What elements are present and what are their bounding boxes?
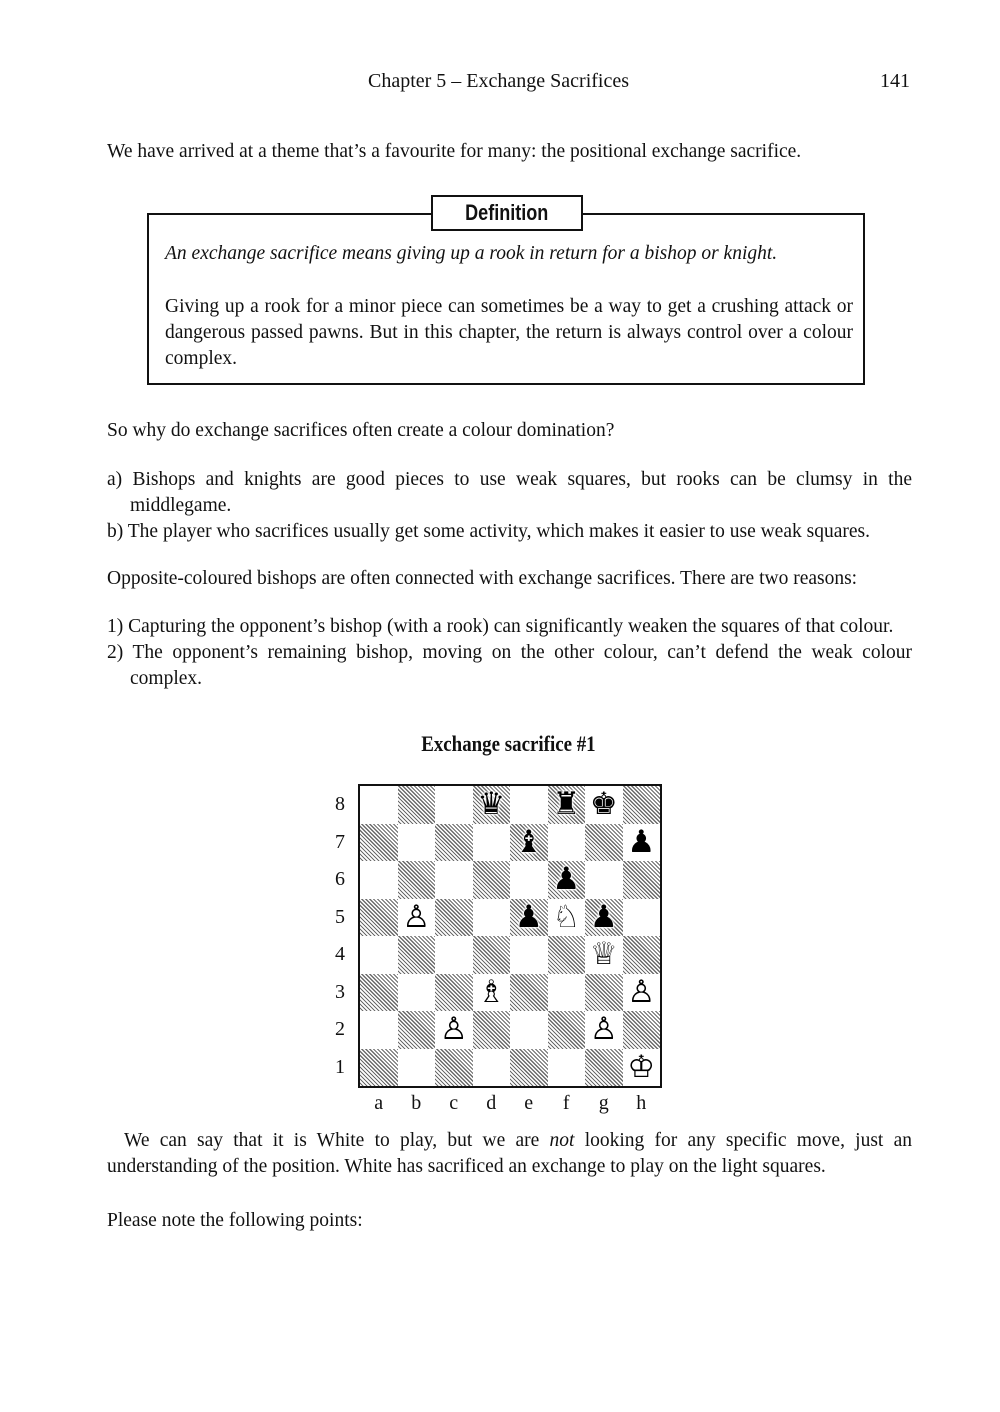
square-d2: [473, 1011, 511, 1049]
square-a7: [360, 824, 398, 862]
square-c7: [435, 824, 473, 862]
square-f8: [548, 786, 586, 824]
square-e8: [510, 786, 548, 824]
square-h6: [623, 861, 661, 899]
white-pawn-icon: ♙: [439, 1011, 468, 1048]
square-d1: [473, 1049, 511, 1087]
square-b4: [398, 936, 436, 974]
square-f1: [548, 1049, 586, 1087]
rank-label: 7: [335, 830, 345, 853]
square-h7: [623, 824, 661, 862]
diagram-comment-paragraph: [107, 1128, 912, 1180]
rank-labels: [330, 784, 350, 1084]
white-queen-icon: ♕: [589, 936, 618, 973]
reasons-list-12: [107, 614, 912, 692]
square-f3: [548, 974, 586, 1012]
square-h2: [623, 1011, 661, 1049]
square-d3: [473, 974, 511, 1012]
black-pawn-icon: ♟: [552, 861, 581, 898]
square-c3: [435, 974, 473, 1012]
rank-label: 2: [335, 1018, 345, 1040]
square-b1: [398, 1049, 436, 1087]
file-label: g: [598, 1092, 609, 1114]
comment-text-2: looking for any specific move, just an understanding of the position. White has sacrificed an exchange to play on the light squares.: [107, 1130, 912, 1177]
question-paragraph: So why do exchange sacrifices often create a colour domination?: [107, 420, 615, 441]
file-labels: [358, 1092, 658, 1118]
square-f4: [548, 936, 586, 974]
square-c5: [435, 899, 473, 937]
rank-label: 3: [335, 980, 345, 1003]
square-e2: [510, 1011, 548, 1049]
square-d6: [473, 861, 511, 899]
file-label: c: [449, 1092, 459, 1114]
page-number: 141: [880, 70, 910, 92]
square-c6: [435, 861, 473, 899]
definition-italic-text: An exchange sacrifice means giving up a rook in return for a bishop or knight.: [165, 243, 778, 264]
square-g4: [585, 936, 623, 974]
chapter-title: Chapter 5 – Exchange Sacrifices: [368, 70, 630, 92]
running-head: [0, 70, 1000, 100]
square-e6: [510, 861, 548, 899]
square-g8: [585, 786, 623, 824]
square-b3: [398, 974, 436, 1012]
file-label: h: [636, 1092, 647, 1114]
rank-label: 4: [335, 943, 345, 965]
rank-label: 5: [335, 905, 345, 928]
square-a3: [360, 974, 398, 1012]
square-f2: [548, 1011, 586, 1049]
square-e1: [510, 1049, 548, 1087]
square-h4: [623, 936, 661, 974]
square-f7: [548, 824, 586, 862]
square-a2: [360, 1011, 398, 1049]
white-pawn-icon: ♙: [627, 973, 656, 1010]
square-f6: [548, 861, 586, 899]
file-label: f: [562, 1092, 570, 1114]
square-b2: [398, 1011, 436, 1049]
square-c4: [435, 936, 473, 974]
black-queen-icon: ♛: [477, 786, 506, 823]
square-e7: [510, 824, 548, 862]
square-a5: [360, 899, 398, 937]
square-f5: [548, 899, 586, 937]
square-h3: [623, 974, 661, 1012]
square-a4: [360, 936, 398, 974]
black-king-icon: ♚: [589, 786, 618, 823]
rank-label: 1: [335, 1055, 345, 1078]
square-g2: [585, 1011, 623, 1049]
black-pawn-icon: ♟: [514, 898, 543, 935]
file-label: d: [486, 1092, 497, 1114]
square-b8: [398, 786, 436, 824]
black-bishop-icon: ♝: [514, 823, 543, 860]
definition-body-text: Giving up a rook for a minor piece can sometimes be a way to get a crushing attack or dangerous passed pawns. But in this chapter, the return is always control over a colour complex.: [165, 296, 853, 369]
square-d4: [473, 936, 511, 974]
list-item: b) The player who sacrifices usually get some activity, which makes it easier to use weak squares.: [107, 521, 870, 542]
square-a1: [360, 1049, 398, 1087]
black-rook-icon: ♜: [552, 786, 581, 823]
square-g6: [585, 861, 623, 899]
white-bishop-icon: ♗: [477, 973, 506, 1010]
definition-title-box: [431, 195, 583, 231]
file-label: b: [411, 1092, 422, 1114]
reasons-list-ab: [107, 467, 912, 545]
white-knight-icon: ♘: [552, 898, 581, 935]
square-g3: [585, 974, 623, 1012]
square-g7: [585, 824, 623, 862]
comment-emphasis: not: [549, 1130, 575, 1151]
square-a8: [360, 786, 398, 824]
square-e3: [510, 974, 548, 1012]
file-label: e: [524, 1092, 534, 1114]
list-item: 2) The opponent’s remaining bishop, moving on the other colour, can’t defend the weak colour complex.: [107, 642, 912, 689]
square-c2: [435, 1011, 473, 1049]
square-b5: [398, 899, 436, 937]
square-g1: [585, 1049, 623, 1087]
square-e5: [510, 899, 548, 937]
square-a6: [360, 861, 398, 899]
list-item: a) Bishops and knights are good pieces to use weak squares, but rooks can be clumsy in the middlegame.: [107, 469, 912, 516]
square-d7: [473, 824, 511, 862]
rank-label: 6: [335, 868, 345, 890]
list-item: 1) Capturing the opponent’s bishop (with a rook) can significantly weaken the squares of that colour.: [107, 616, 894, 637]
square-g5: [585, 899, 623, 937]
square-c8: [435, 786, 473, 824]
square-d5: [473, 899, 511, 937]
rank-label: 8: [335, 793, 345, 815]
square-h5: [623, 899, 661, 937]
square-b6: [398, 861, 436, 899]
diagram-title-wrap: [0, 731, 1000, 757]
white-king-icon: ♔: [627, 1048, 656, 1085]
intro-paragraph: We have arrived at a theme that’s a favourite for many: the positional exchange sacrifice.: [107, 141, 802, 162]
comment-text-1: We can say that it is White to play, but we are: [124, 1130, 550, 1151]
square-d8: [473, 786, 511, 824]
chess-board: [358, 784, 662, 1088]
square-b7: [398, 824, 436, 862]
white-pawn-icon: ♙: [589, 1011, 618, 1048]
opposite-bishops-paragraph: Opposite-coloured bishops are often connected with exchange sacrifices. There are two reasons:: [107, 568, 858, 589]
please-note-paragraph: Please note the following points:: [107, 1210, 363, 1231]
black-pawn-icon: ♟: [589, 898, 618, 935]
square-h8: [623, 786, 661, 824]
file-label: a: [374, 1092, 384, 1114]
square-e4: [510, 936, 548, 974]
white-pawn-icon: ♙: [402, 898, 431, 935]
square-c1: [435, 1049, 473, 1087]
diagram-title: Exchange sacrifice #1: [420, 731, 596, 756]
black-pawn-icon: ♟: [627, 823, 656, 860]
square-h1: [623, 1049, 661, 1087]
definition-title: Definition: [465, 200, 549, 225]
